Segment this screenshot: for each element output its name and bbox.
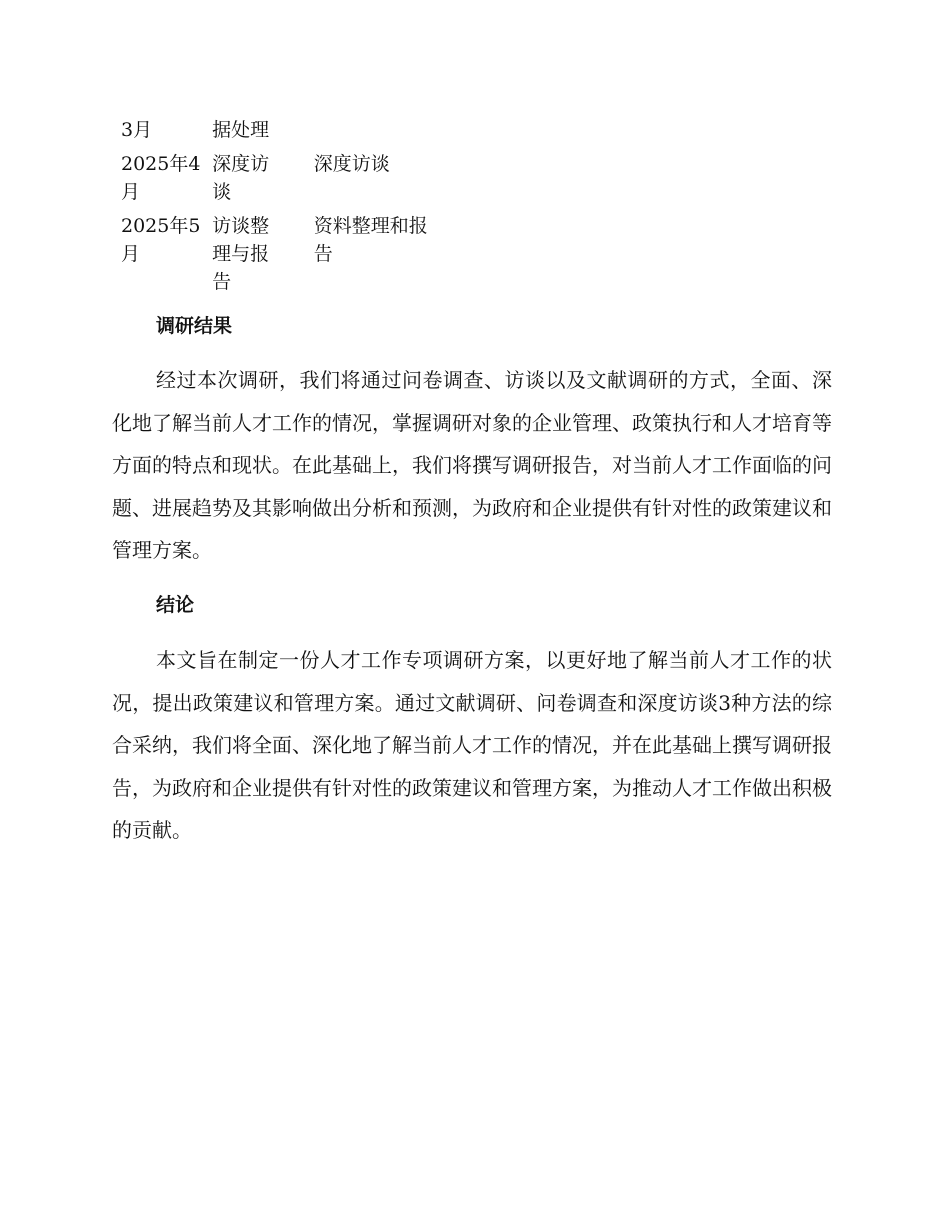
schedule-method-cell: 资料整理和报告	[313, 215, 428, 265]
schedule-table	[121, 116, 441, 302]
results-paragraph: 经过本次调研，我们将通过问卷调查、访谈以及文献调研的方式，全面、深化地了解当前人才工作的情况，掌握调研对象的企业管理、政策执行和人才培育等方面的特点和现状。在此基础上，我们将撰写调研报告，对当前人才工作面临的问题、进展趋势及其影响做出分析和预测，为政府和企业提供有针对性的政策建议和管理方案。	[112, 368, 832, 562]
results-heading: 调研结果	[156, 315, 233, 337]
conclusion-paragraph: 本文旨在制定一份人才工作专项调研方案，以更好地了解当前人才工作的状况，提出政策建议和管理方案。通过文献调研、问卷调查和深度访谈3种方法的综合采纳，我们将全面、深化地了解当前人才工作的情况，并在此基础上撰写调研报告，为政府和企业提供有针对性的政策建议和管理方案，为推动人才工作做出积极的贡献。	[112, 648, 832, 842]
schedule-time-cell: 2025年4月	[121, 153, 201, 203]
table-row	[121, 116, 441, 144]
conclusion-heading: 结论	[156, 594, 195, 616]
schedule-phase-cell: 深度访谈	[212, 153, 270, 203]
schedule-phase-cell: 访谈整理与报告	[212, 215, 270, 293]
schedule-time-cell: 3月	[121, 119, 153, 141]
schedule-phase-cell: 据处理	[212, 119, 270, 141]
table-row	[121, 150, 441, 206]
schedule-method-cell: 深度访谈	[313, 153, 390, 175]
table-row	[121, 212, 441, 296]
schedule-time-cell: 2025年5月	[121, 215, 201, 265]
